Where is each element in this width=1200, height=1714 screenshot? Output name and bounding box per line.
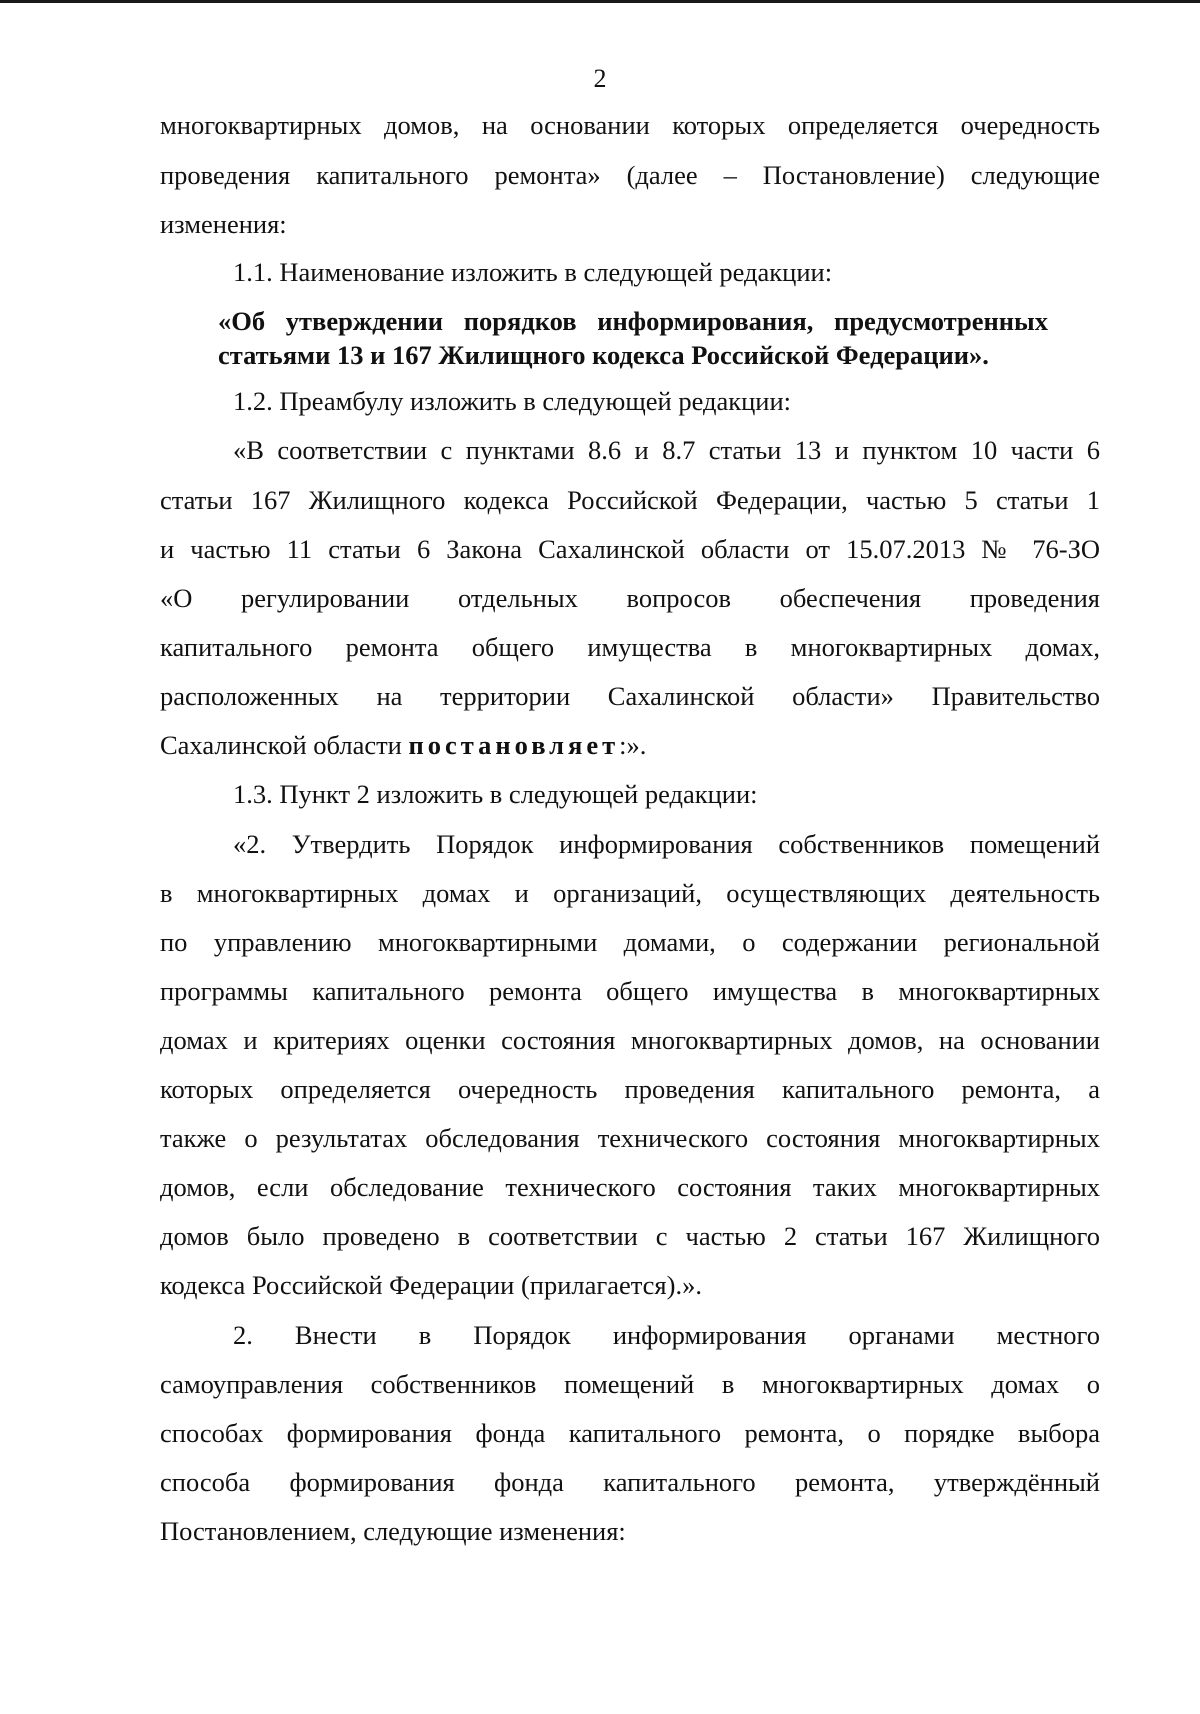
text-line: 2. Внести в Порядок информирования органами местного bbox=[233, 1320, 1100, 1350]
text-span: Сахалинской области bbox=[160, 730, 409, 760]
text-line: статьи 167 Жилищного кодекса Российской Федерации, частью 5 статьи 1 bbox=[160, 485, 1100, 515]
bold-title-line: «Об утверждении порядков информирования, предусмотренных bbox=[218, 306, 1048, 336]
page-number: 2 bbox=[593, 64, 607, 93]
text-line: «2. Утвердить Порядок информирования собственников помещений bbox=[233, 829, 1100, 859]
text-line: проведения капитального ремонта» (далее – Постановление) следующие bbox=[160, 160, 1100, 190]
text-line: «О регулировании отдельных вопросов обеспечения проведения bbox=[160, 583, 1100, 613]
text-line: 1.1. Наименование изложить в следующей редакции: bbox=[233, 257, 833, 287]
bold-title-line: статьями 13 и 167 Жилищного кодекса Российской Федерации». bbox=[218, 340, 989, 370]
text-line: многоквартирных домов, на основании которых определяется очередность bbox=[160, 110, 1100, 140]
text-line: и частью 11 статьи 6 Закона Сахалинской области от 15.07.2013 № 76-ЗО bbox=[160, 534, 1100, 564]
resolves-word: постановляет bbox=[408, 730, 620, 760]
text-line: по управлению многоквартирными домами, о содержании региональной bbox=[160, 927, 1100, 957]
text-line: 1.3. Пункт 2 изложить в следующей редакции: bbox=[233, 779, 758, 809]
text-line: изменения: bbox=[160, 209, 287, 239]
text-line: расположенных на территории Сахалинской области» Правительство bbox=[160, 681, 1100, 711]
text-line: домов, если обследование технического состояния таких многоквартирных bbox=[160, 1172, 1100, 1202]
text-line: капитального ремонта общего имущества в многоквартирных домах, bbox=[160, 632, 1100, 662]
text-line: Постановлением, следующие изменения: bbox=[160, 1516, 626, 1546]
text-line: кодекса Российской Федерации (прилагается).». bbox=[160, 1270, 702, 1300]
text-line: «В соответствии с пунктами 8.6 и 8.7 статьи 13 и пунктом 10 части 6 bbox=[233, 435, 1100, 465]
top-border-line bbox=[0, 0, 1200, 3]
text-span: :». bbox=[619, 730, 647, 760]
text-line: способа формирования фонда капитального ремонта, утверждённый bbox=[160, 1467, 1100, 1497]
text-line: которых определяется очередность проведения капитального ремонта, а bbox=[160, 1074, 1100, 1104]
text-line: домов было проведено в соответствии с частью 2 статьи 167 Жилищного bbox=[160, 1221, 1100, 1251]
text-line: также о результатах обследования технического состояния многоквартирных bbox=[160, 1123, 1100, 1153]
text-line: 1.2. Преамбулу изложить в следующей редакции: bbox=[233, 386, 792, 416]
text-line: самоуправления собственников помещений в многоквартирных домах о bbox=[160, 1369, 1100, 1399]
text-line: в многоквартирных домах и организаций, осуществляющих деятельность bbox=[160, 878, 1100, 908]
text-line: способах формирования фонда капитального ремонта, о порядке выбора bbox=[160, 1418, 1100, 1448]
text-line: программы капитального ремонта общего имущества в многоквартирных bbox=[160, 976, 1100, 1006]
text-line-resolution bbox=[160, 728, 1100, 762]
text-line: домах и критериях оценки состояния многоквартирных домов, на основании bbox=[160, 1025, 1100, 1055]
